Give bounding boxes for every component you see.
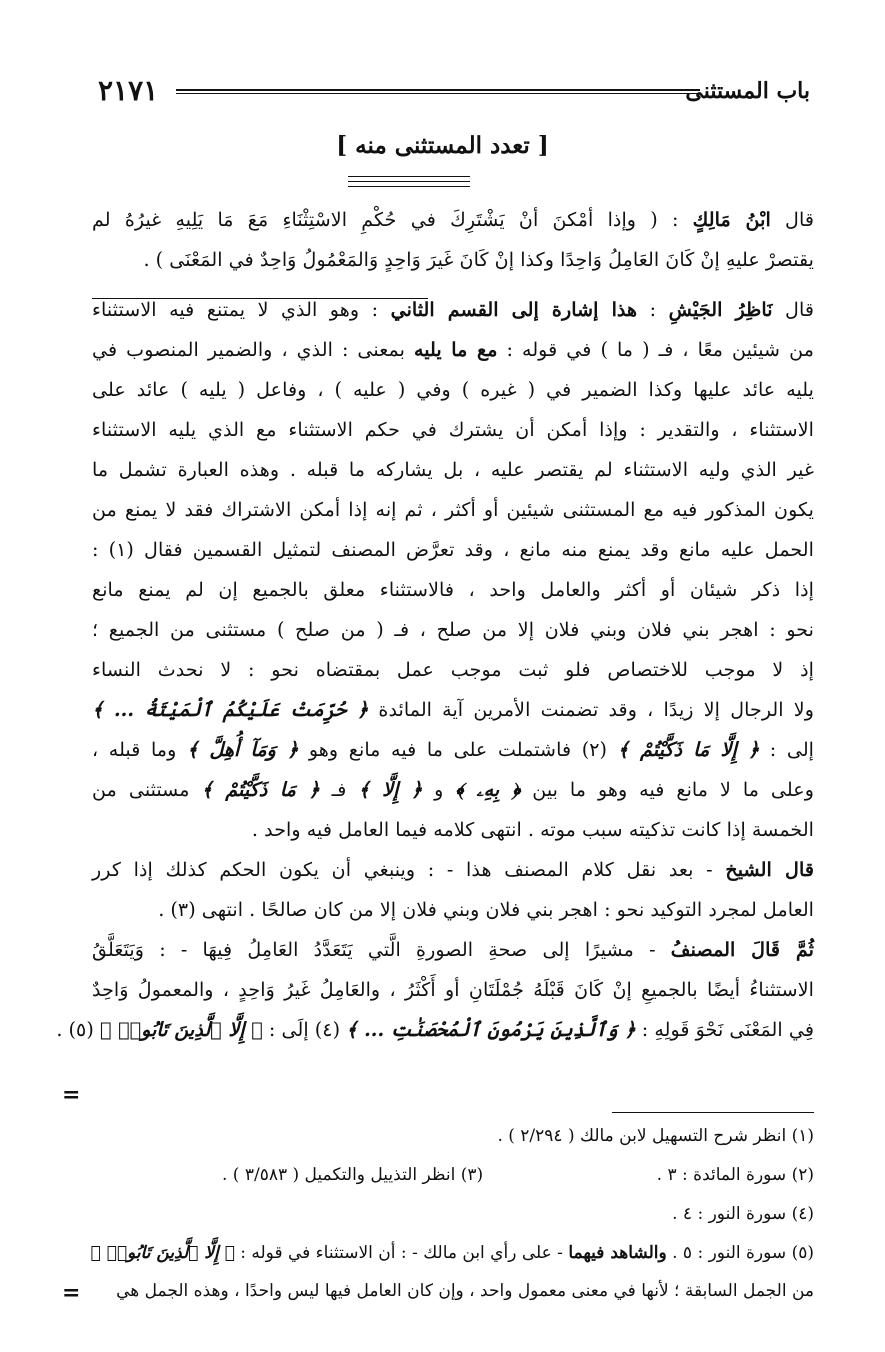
text-run: ولا الرجال إلا زيدًا ، وقد تضمنت الأمرين آية المائدة [368, 698, 814, 721]
text-run: غير الذي وليه الاستثناء لم يقتصر عليه ، بل يشاركه ما قبله . وهذه العبارة تشمل ما [92, 458, 814, 481]
text-run: نحو : اهجر بني فلان وبني فلان إلا من صلح ، فـ ( من صلح ) مستثنى من الجميع ؛ [92, 618, 814, 641]
text-run: قال [772, 298, 815, 321]
text-line [92, 530, 814, 570]
text-run: (٥) . [56, 1018, 100, 1041]
footnote-5-line-1 [92, 1243, 814, 1263]
quran-quote: ﴿ إِلَّا ﴾ [358, 778, 423, 801]
text-run: (٥) سورة النور : ٥ . [666, 1243, 814, 1263]
text-run: قال [770, 208, 815, 231]
text-line [92, 850, 814, 890]
quran-quote: ﴿ حُرِّمَتْ عَلَيْكُمُ ٱلْمَيْتَةُ ... ﴾ [92, 698, 369, 721]
text-line [92, 770, 814, 810]
text-run: - بعد نقل كلام المصنف هذا - : وينبغي أن يكون الحكم كذلك إذا كرر [92, 858, 726, 881]
quran-quote: ﴿ وَمَآ أُهِلَّ ﴾ [186, 738, 299, 761]
text-run: إذ لا موجب للاختصاص فلو ثبت موجب عمل بمقتضاه نحو : لا نحدث النساء [92, 658, 814, 681]
footnote-3: (٣) انظر التذييل والتكميل ( ٣/٥٨٣ ) . [222, 1165, 484, 1185]
bold-run: قال الشيخ [725, 858, 815, 881]
quran-quote: ﴿ إِلَّا ٱلَّذِينَ تَابُوا۟ ﴾ [99, 1018, 263, 1041]
text-run: : [637, 298, 669, 321]
text-line [92, 810, 814, 850]
bold-run: والشاهد فيهما [568, 1243, 667, 1263]
text-line [92, 240, 814, 280]
text-line [92, 610, 814, 650]
text-run: (٢) فاشتملت على ما فيه مانع وهو [298, 738, 618, 761]
text-run: الاستثناءُ أيضًا بالجميعِ إنْ كَانَ قَبْلَهُ جُمْلَتَانِ أو أَكْثَرُ ، والعَامِلُ غَيرُ وَاحِدٍ ، والمعمولُ وَاحِدٌ [92, 978, 814, 1001]
text-line [92, 450, 814, 490]
bold-run: نَاظِرُ الجَيْشِ [668, 298, 773, 321]
text-run: إلى : [759, 738, 814, 761]
text-run: و [422, 778, 456, 801]
header-rule [176, 89, 700, 94]
bold-run: ثُمَّ قَالَ المصنفُ [670, 938, 814, 961]
text-line [92, 200, 814, 240]
text-run: يقتصرْ عليهِ إنْ كَانَ العَامِلُ وَاحِدًا وكذا إنْ كَانَ غَيرَ وَاحِدٍ وَالمَعْمُولُ وَاحِدٌ في المَعْنَى ) . [143, 248, 814, 271]
text-run: إذا ذكر شيئان أو أكثر والعامل واحد ، فالاستثناء معلق بالجميع إن لم يمنع مانع [92, 578, 814, 601]
text-run: (٤) إلَى : [262, 1018, 347, 1041]
body-text [56, 200, 815, 1050]
text-line [92, 570, 814, 610]
section-heading: [ تعدد المستثنى منه ] [336, 132, 549, 159]
text-run: يكون المذكور فيه مع المستثنى شيئين أو أكثر ، ثم إنه إذا أمكن الاشتراك فقد لا يمنع من [92, 498, 814, 521]
text-line [92, 410, 814, 450]
footnote-2: (٢) سورة المائدة : ٣ . [656, 1165, 814, 1185]
footnote-4: (٤) سورة النور : ٤ . [672, 1204, 814, 1224]
quran-quote: ﴿ بِهِۦ ﴾ [455, 778, 521, 801]
text-run: الحمل عليه مانع وقد يمنع منه مانع ، وقد تعرَّض المصنف لتمثيل القسمين فقال (١) : [92, 538, 814, 561]
text-run: العامل لمجرد التوكيد نحو : اهجر بني فلان وبني فلان إلا من كان صالحًا . انتهى (٣) . [158, 898, 814, 921]
text-run: : ( وإذا أمْكنَ أنْ يَشْتَرِكَ في حُكْمِ الاسْتِثْنَاءِ مَعَ مَا يَلِيهِ غيرُهُ لم [92, 208, 693, 231]
text-run: الخمسة إذا كانت تذكيته سبب موته . انتهى كلامه فيما العامل فيه واحد . [251, 818, 814, 841]
text-run: يليه عائد عليها وكذا الضمير في ( غيره ) وفي ( عليه ) ، وفاعل ( يليه ) عائد على [92, 378, 814, 401]
quran-quote: ﴿ وَٱلَّذِينَ يَرْمُونَ ٱلْمُحْصَنَٰتِ ... ﴾ [346, 1018, 636, 1041]
text-run: - على رأي ابن مالك - : أن الاستثناء في قوله : [234, 1243, 569, 1263]
text-line [92, 330, 814, 370]
paragraph-separator-rule [92, 298, 428, 299]
footnote-continuation-mark: = [62, 1280, 81, 1306]
text-line [92, 930, 814, 970]
text-line [92, 970, 814, 1010]
body-continuation-mark: = [62, 1082, 81, 1108]
text-run: الاستثناء ، والتقدير : وإذا أمكن أن يشترك في حكم الاستثناء مع الذي يليه الاستثناء [92, 418, 814, 441]
text-line [92, 290, 814, 330]
footnote-1: (١) انظر شرح التسهيل لابن مالك ( ٢/٢٩٤ ) . [497, 1126, 814, 1146]
section-heading-rules [348, 176, 470, 191]
text-run: وعلى ما لا مانع فيه وهو ما بين [520, 778, 814, 801]
text-run: : وهو الذي لا يمتنع فيه الاستثناء [92, 298, 391, 321]
quran-quote: ﴿ إِلَّا مَا ذَكَّيْتُمْ ﴾ [617, 738, 760, 761]
quran-quote: ﴿ إِلَّا ٱلَّذِينَ تَابُوا۟ ﴾ [90, 1243, 235, 1263]
text-run: مستثنى من [92, 778, 202, 801]
text-line [92, 370, 814, 410]
bold-run: ابْنُ مَالِكٍ [692, 208, 771, 231]
text-line [92, 890, 814, 930]
text-run: وما قبله ، [92, 738, 187, 761]
footnote-separator [612, 1112, 814, 1113]
text-line [92, 650, 814, 690]
text-run: فـ [319, 778, 359, 801]
text-run: بمعنى : الذي ، والضمير المنصوب في [92, 338, 414, 361]
text-line [92, 730, 814, 770]
footnote-row-2-3 [92, 1165, 814, 1185]
chapter-title: باب المستثنى [685, 78, 810, 104]
footnote-5-line-2: من الجمل السابقة ؛ لأنها في معنى معمول واحد ، وإن كان العامل فيها ليس واحدًا ، وهذه الجمل هي [116, 1281, 814, 1301]
bold-run: مع ما يليه [413, 338, 498, 361]
text-line [56, 1010, 814, 1050]
text-run: من شيئين معًا ، فـ ( ما ) في قوله : [497, 338, 814, 361]
text-line [92, 690, 814, 730]
bold-run: هذا إشارة إلى القسم الثاني [390, 298, 638, 321]
quran-quote: ﴿ مَا ذَكَّيْتُمْ ﴾ [201, 778, 320, 801]
text-line [92, 490, 814, 530]
page-number: ٢١٧١ [98, 74, 159, 107]
text-run: - مشيرًا إلى صحةِ الصورةِ الَّتي يَتَعَدَّدُ العَامِلُ فِيهَا - : وَيَتَعَلَّقُ [92, 938, 671, 961]
running-header [98, 74, 810, 114]
text-run: فِي المَعْنَى نَحْوَ قَولِهِ : [635, 1018, 814, 1041]
